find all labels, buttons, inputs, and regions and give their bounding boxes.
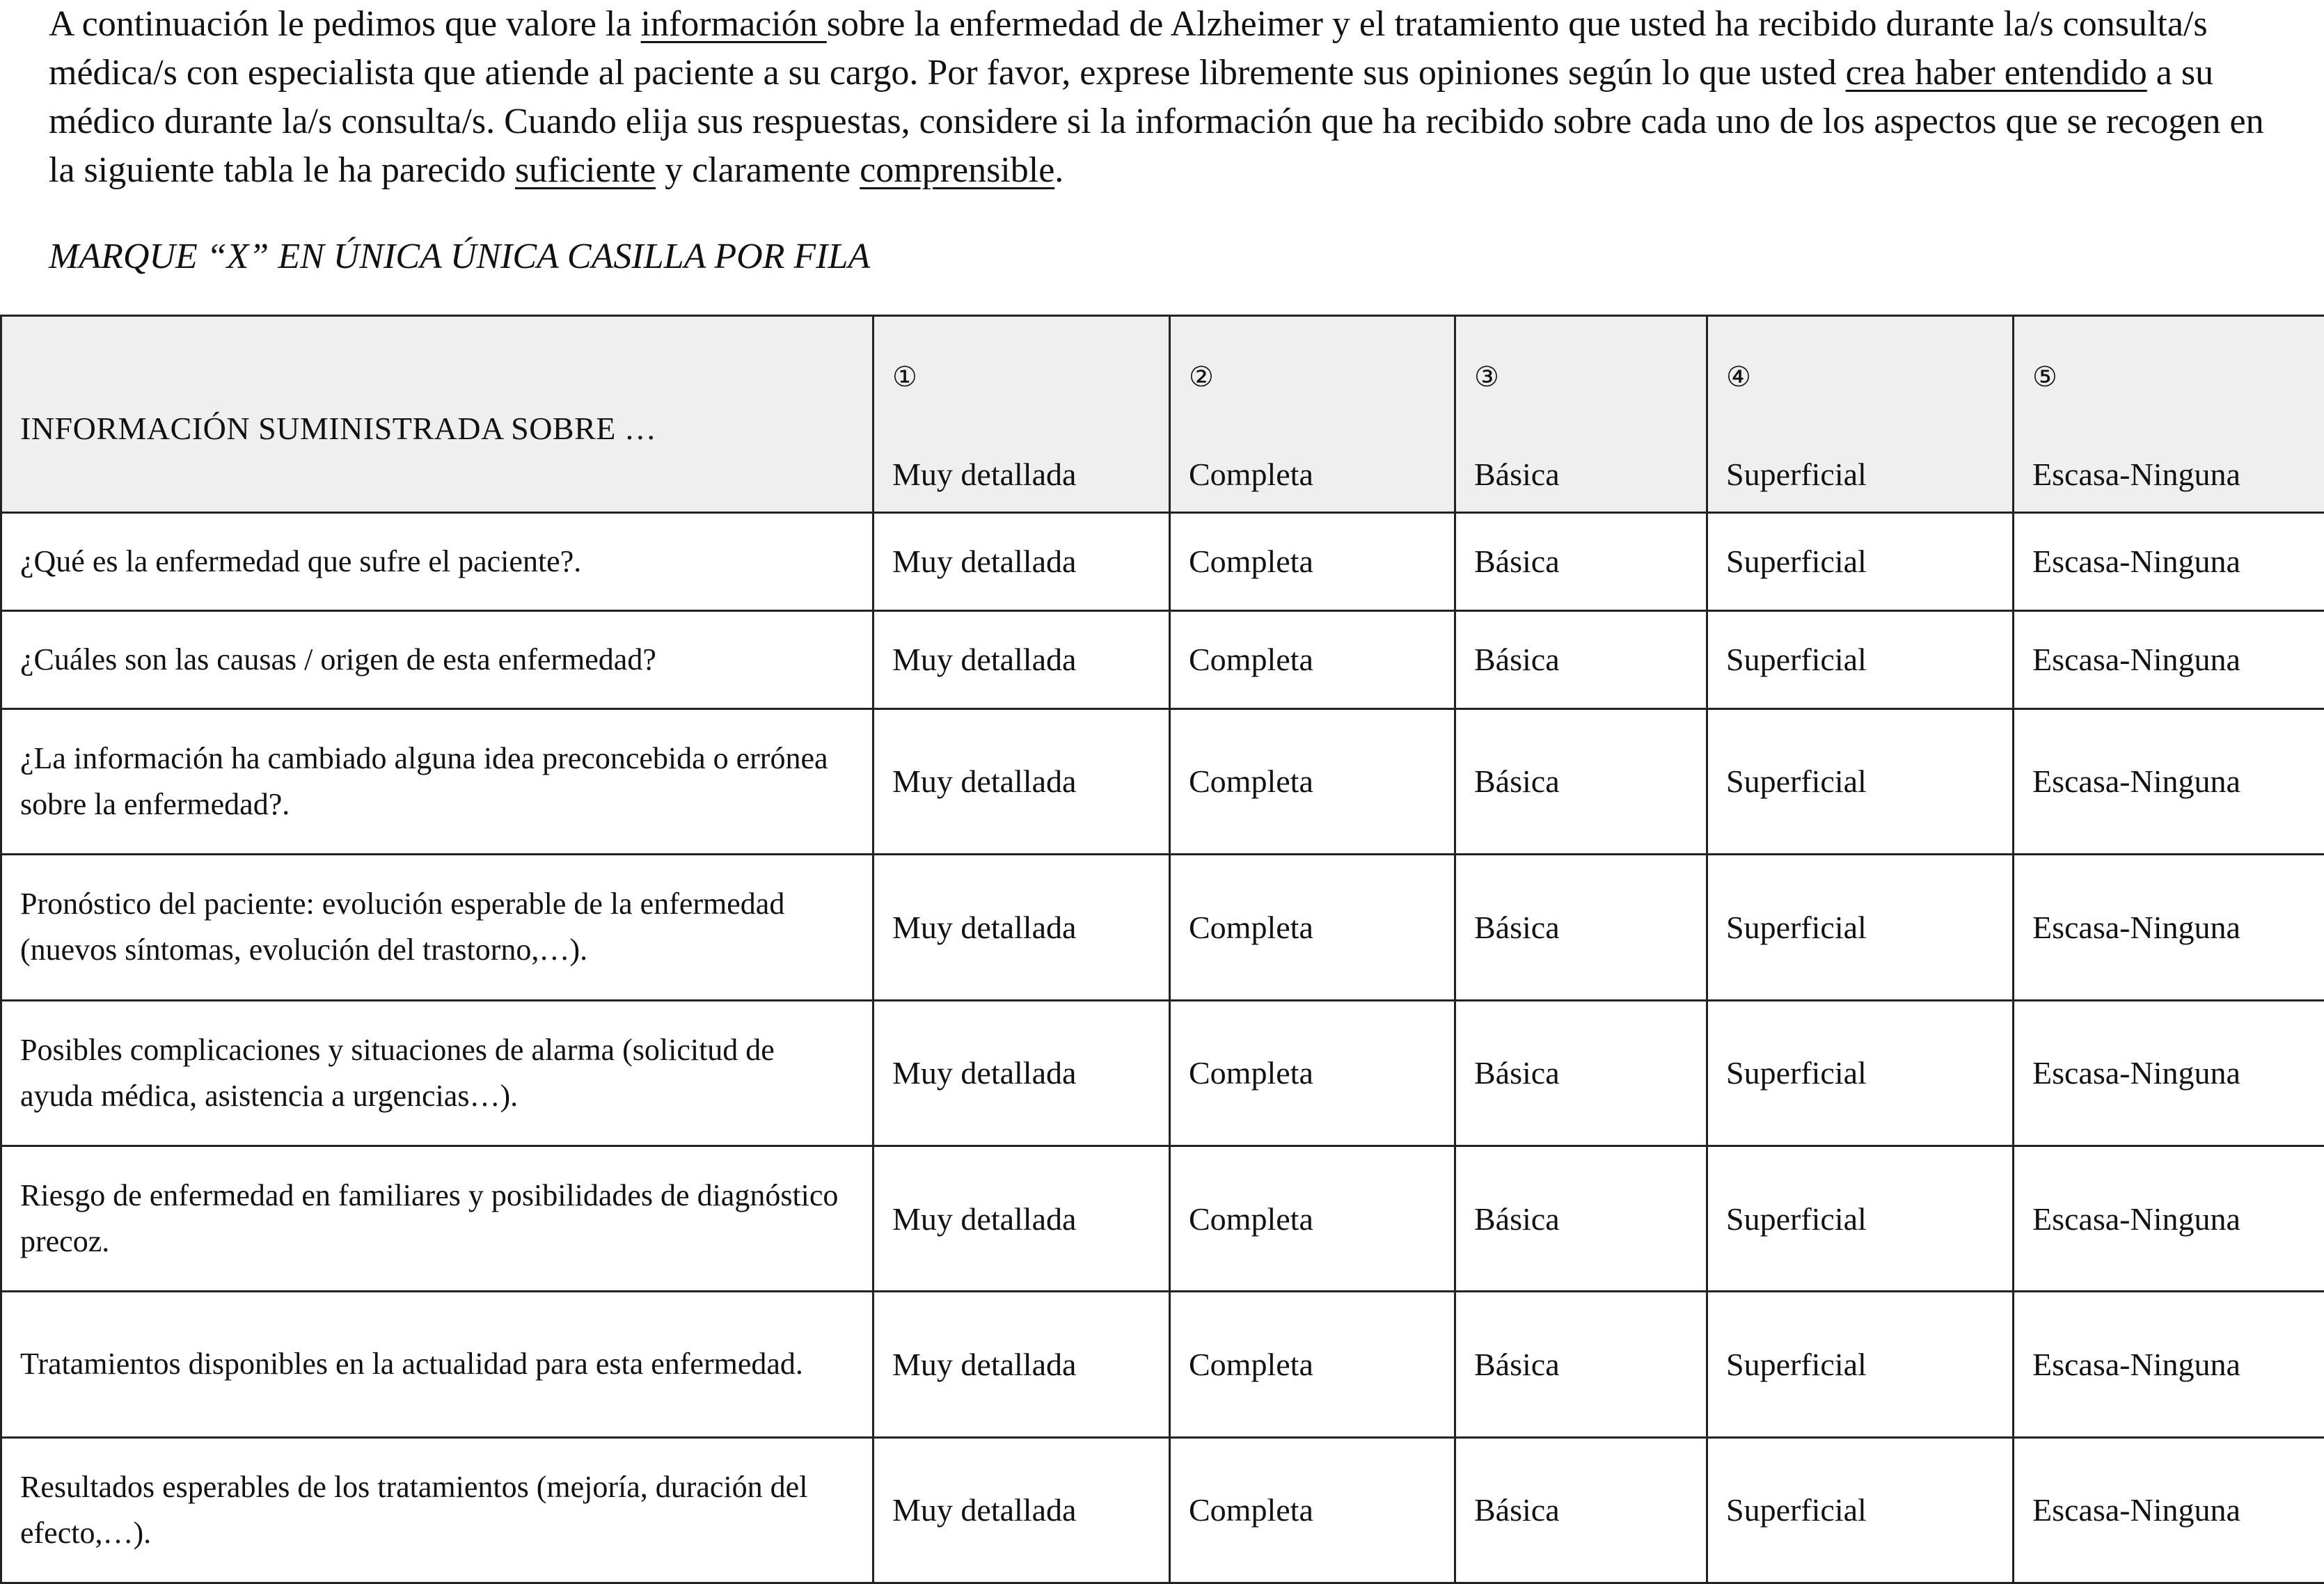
intro-part-1: A continuación le pedimos que valore la <box>49 4 641 44</box>
answer-option-cell[interactable]: Básica <box>1455 1437 1707 1583</box>
answer-option-cell[interactable]: Escasa-Ninguna <box>2014 1146 2324 1291</box>
intro-underline-comprensible: comprensible <box>860 150 1055 190</box>
answer-option-cell[interactable]: Superficial <box>1707 513 2014 611</box>
table-row <box>1 513 2324 611</box>
option-number-2: ② <box>1189 361 1214 393</box>
answer-option-cell[interactable]: Superficial <box>1707 1000 2014 1146</box>
option-label-2: Completa <box>1189 457 1313 492</box>
header-option-5 <box>2014 316 2324 513</box>
answer-option-cell[interactable]: Muy detallada <box>874 1146 1170 1291</box>
answer-option-cell[interactable]: Completa <box>1170 513 1455 611</box>
intro-underline-crea-haber-entendido: crea haber entendido <box>1845 53 2147 93</box>
table-header-row <box>1 316 2324 513</box>
answer-option-cell[interactable]: Superficial <box>1707 855 2014 1000</box>
intro-part-4: y claramente <box>656 150 860 190</box>
option-label-5: Escasa-Ninguna <box>2032 457 2240 492</box>
answer-option-cell[interactable]: Superficial <box>1707 610 2014 708</box>
answer-option-cell[interactable]: Básica <box>1455 513 1707 611</box>
answer-option-cell[interactable]: Muy detallada <box>874 708 1170 854</box>
answer-option-cell[interactable]: Básica <box>1455 1000 1707 1146</box>
answer-option-cell[interactable]: Básica <box>1455 708 1707 854</box>
question-cell: Posibles complicaciones y situaciones de alarma (solicitud de ayuda médica, asistencia a urgencias…). <box>1 1000 874 1146</box>
question-cell: ¿La información ha cambiado alguna idea preconcebida o errónea sobre la enfermedad?. <box>1 708 874 854</box>
header-option-2 <box>1170 316 1455 513</box>
header-option-1 <box>874 316 1170 513</box>
table-row <box>1 855 2324 1000</box>
answer-option-cell[interactable]: Muy detallada <box>874 1000 1170 1146</box>
answer-option-cell[interactable]: Básica <box>1455 1146 1707 1291</box>
answer-option-cell[interactable]: Completa <box>1170 1292 1455 1437</box>
instruction-text: MARQUE “X” EN ÚNICA ÚNICA CASILLA POR FILA <box>49 237 871 276</box>
answer-option-cell[interactable]: Escasa-Ninguna <box>2014 1292 2324 1437</box>
table-row <box>1 708 2324 854</box>
option-label-4: Superficial <box>1726 457 1867 492</box>
answer-option-cell[interactable]: Completa <box>1170 855 1455 1000</box>
answer-option-cell[interactable]: Escasa-Ninguna <box>2014 1437 2324 1583</box>
table-row <box>1 1000 2324 1146</box>
answer-option-cell[interactable]: Completa <box>1170 708 1455 854</box>
survey-table <box>0 315 2324 1584</box>
answer-option-cell[interactable]: Muy detallada <box>874 610 1170 708</box>
question-cell: ¿Cuáles son las causas / origen de esta enfermedad? <box>1 610 874 708</box>
option-number-3: ③ <box>1474 361 1499 393</box>
answer-option-cell[interactable]: Básica <box>1455 610 1707 708</box>
header-option-3 <box>1455 316 1707 513</box>
option-number-5: ⑤ <box>2032 361 2057 393</box>
header-option-4 <box>1707 316 2014 513</box>
answer-option-cell[interactable]: Muy detallada <box>874 1292 1170 1437</box>
question-cell: Riesgo de enfermedad en familiares y posibilidades de diagnóstico precoz. <box>1 1146 874 1291</box>
option-number-1: ① <box>892 361 917 393</box>
answer-option-cell[interactable]: Completa <box>1170 610 1455 708</box>
answer-option-cell[interactable]: Escasa-Ninguna <box>2014 855 2324 1000</box>
intro-part-2: sobre la enfermedad de Alzheimer y el tratamiento que usted ha recibido durante la/s consulta/s médica/s con especialista que atiende al paciente a su cargo. Por favor, exprese libremente sus opiniones según lo que usted <box>49 4 2208 93</box>
table-row <box>1 1437 2324 1583</box>
table-row <box>1 610 2324 708</box>
header-label: INFORMACIÓN SUMINISTRADA SOBRE … <box>1 316 874 513</box>
answer-option-cell[interactable]: Muy detallada <box>874 1437 1170 1583</box>
answer-option-cell[interactable]: Superficial <box>1707 1292 2014 1437</box>
answer-option-cell[interactable]: Escasa-Ninguna <box>2014 1000 2324 1146</box>
option-label-3: Básica <box>1474 457 1560 492</box>
intro-underline-suficiente: suficiente <box>514 150 656 190</box>
question-cell: Pronóstico del paciente: evolución esperable de la enfermedad (nuevos síntomas, evolución del trastorno,…). <box>1 855 874 1000</box>
question-cell: Resultados esperables de los tratamientos (mejoría, duración del efecto,…). <box>1 1437 874 1583</box>
answer-option-cell[interactable]: Superficial <box>1707 1146 2014 1291</box>
intro-paragraph <box>49 0 2290 195</box>
answer-option-cell[interactable]: Muy detallada <box>874 513 1170 611</box>
intro-part-5: . <box>1054 150 1064 190</box>
answer-option-cell[interactable]: Superficial <box>1707 708 2014 854</box>
option-label-1: Muy detallada <box>892 457 1077 492</box>
answer-option-cell[interactable]: Superficial <box>1707 1437 2014 1583</box>
answer-option-cell[interactable]: Escasa-Ninguna <box>2014 708 2324 854</box>
answer-option-cell[interactable]: Escasa-Ninguna <box>2014 610 2324 708</box>
table-row <box>1 1292 2324 1437</box>
answer-option-cell[interactable]: Muy detallada <box>874 855 1170 1000</box>
answer-option-cell[interactable]: Escasa-Ninguna <box>2014 513 2324 611</box>
table-row <box>1 1146 2324 1291</box>
answer-option-cell[interactable]: Básica <box>1455 1292 1707 1437</box>
intro-part-3: a su médico durante la/s consulta/s. Cuando elija sus respuestas, considere si la información que ha recibido sobre cada uno de los aspectos que se recogen en la siguiente tabla le ha parecido <box>49 53 2264 190</box>
answer-option-cell[interactable]: Básica <box>1455 855 1707 1000</box>
intro-text <box>49 0 2290 195</box>
option-number-4: ④ <box>1726 361 1751 393</box>
question-cell: Tratamientos disponibles en la actualidad para esta enfermedad. <box>1 1292 874 1437</box>
answer-option-cell[interactable]: Completa <box>1170 1146 1455 1291</box>
answer-option-cell[interactable]: Completa <box>1170 1000 1455 1146</box>
answer-option-cell[interactable]: Completa <box>1170 1437 1455 1583</box>
question-cell: ¿Qué es la enfermedad que sufre el paciente?. <box>1 513 874 611</box>
intro-underline-informacion: información <box>640 4 827 44</box>
